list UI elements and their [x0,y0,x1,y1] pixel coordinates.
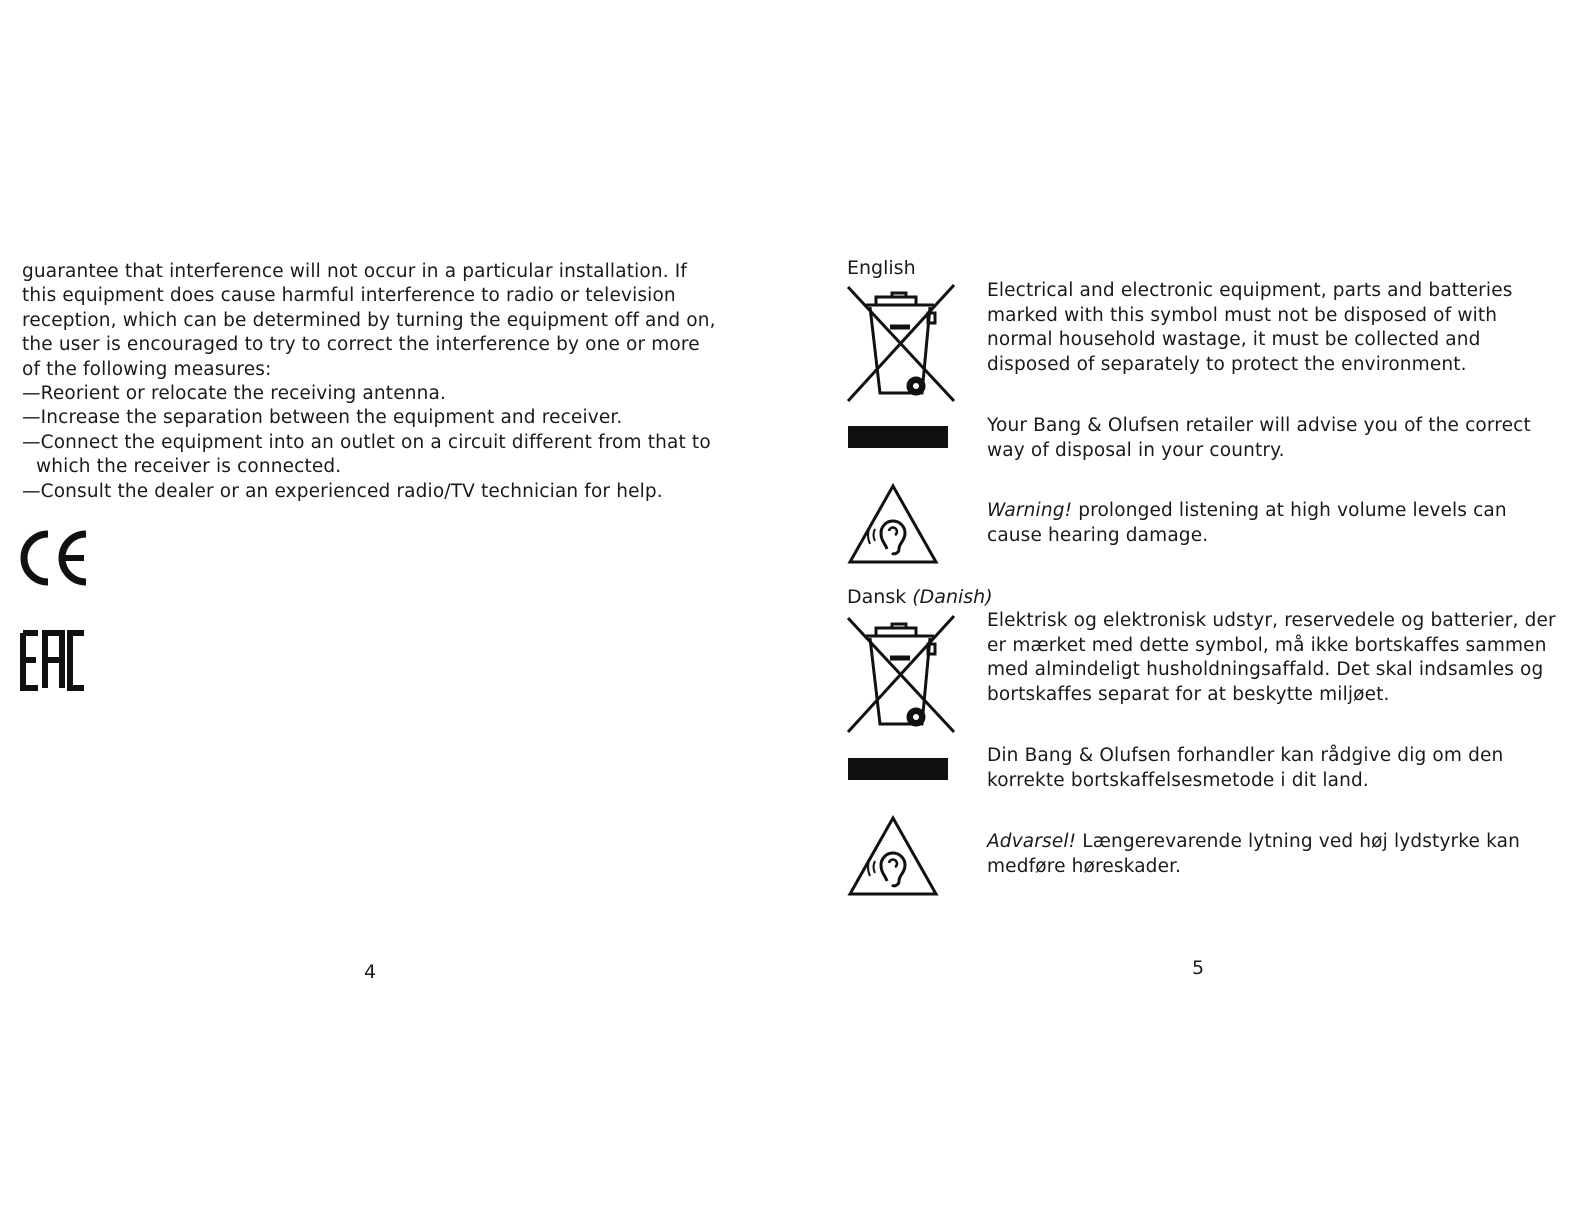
english-warning-paragraph [987,499,1557,548]
english-retailer-paragraph: Your Bang & Olufsen retailer will advise you of the correct way of disposal in your country. [987,415,1531,461]
english-warning-text [987,499,1557,548]
left-page [0,0,780,1224]
fcc-text [22,260,762,504]
danish-weee-paragraph: Elektrisk og elektronisk udstyr, reservedele og batterier, der er mærket med dette symbol, må ikke bortskaffes sammen med almindeligt husholdningsaffald. Det skal indsamles og bortskaffes separat for at beskytte miljøet. [987,610,1556,705]
eac-mark [20,630,90,692]
measure-item: —Connect the equipment into an outlet on a circuit different from that to which the receiver is connected. [22,431,711,478]
fcc-line: reception, which can be determined by turning the equipment off and on, [22,309,716,331]
danish-retailer-text [987,744,1557,793]
english-warning-body: prolonged listening at high volume levels can cause hearing damage. [987,500,1507,546]
black-bar-icon [848,426,948,448]
right-page [780,0,1584,1224]
black-bar-icon [848,758,948,780]
fcc-line: of the following measures: [22,358,272,380]
danish-warning-label: Advarsel! [987,831,1077,852]
danish-warning-body: Længerevarende lytning ved høj lydstyrke kan medføre høreskader. [987,831,1520,877]
danish-weee-text [987,609,1557,707]
english-warning-label: Warning! [987,500,1073,521]
hearing-warning-icon [847,483,939,565]
english-retailer-text [987,414,1557,463]
danish-warning-text [987,830,1557,879]
english-weee-text [987,279,1557,377]
measure-item: —Reorient or relocate the receiving antenna. [22,383,446,405]
fcc-line: the user is encouraged to try to correct the interference by one or more [22,334,700,356]
fcc-line: this equipment does cause harmful interference to radio or television [22,285,676,307]
danish-heading [847,586,993,608]
crossed-out-wheelie-bin-icon [846,614,956,734]
danish-heading-sub: (Danish) [912,586,993,608]
danish-heading-label: Dansk [847,586,907,608]
fcc-line: guarantee that interference will not occur in a particular installation. If [22,261,688,282]
page-number: 5 [1192,957,1205,979]
english-heading: English [847,257,916,279]
page-number: 4 [364,961,377,983]
danish-warning-paragraph [987,830,1557,879]
crossed-out-wheelie-bin-icon [846,283,956,403]
measure-item: —Increase the separation between the equipment and receiver. [22,407,623,429]
danish-retailer-paragraph: Din Bang & Olufsen forhandler kan rådgive dig om den korrekte bortskaffelsesmetode i dit land. [987,745,1504,791]
hearing-warning-icon [847,815,939,897]
measure-item: —Consult the dealer or an experienced radio/TV technician for help. [22,480,663,502]
english-weee-paragraph: Electrical and electronic equipment, parts and batteries marked with this symbol must not be disposed of with normal household wastage, it must be collected and disposed of separately to protect the environment. [987,280,1513,375]
ce-mark [20,528,92,588]
